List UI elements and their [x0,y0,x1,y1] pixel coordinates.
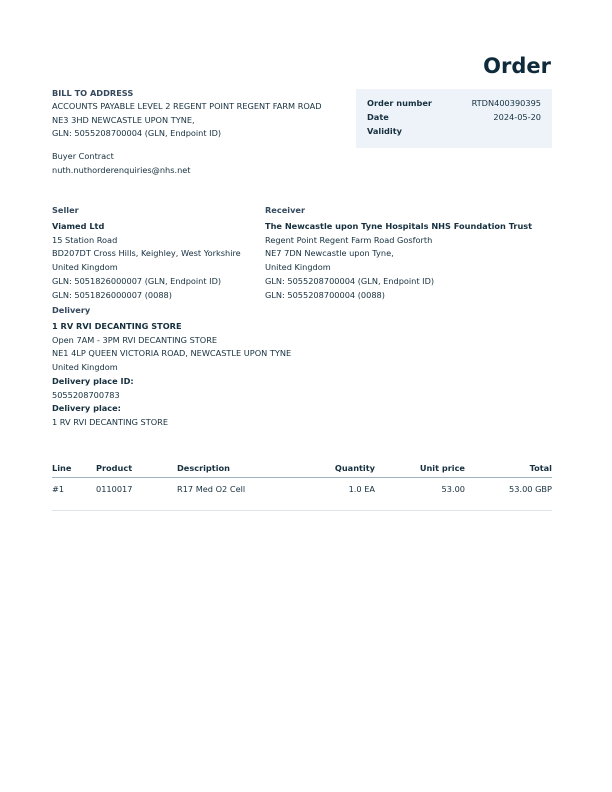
delivery-heading: Delivery [52,305,91,315]
table-header-row [52,460,552,478]
line-items-table [52,460,552,511]
bill-to-line: NE3 3HD NEWCASTLE UPON TYNE, [52,114,195,125]
header-product: Product [96,460,177,478]
order-number-value: RTDN400390395 [471,98,541,108]
header-quantity: Quantity [297,460,375,478]
header-line: Line [52,460,96,478]
receiver-heading: Receiver [265,205,305,215]
delivery-block [52,320,291,430]
seller-block [52,220,241,302]
header-description: Description [177,460,297,478]
cell-line: #1 [52,478,96,511]
cell-description: R17 Med O2 Cell [177,478,297,511]
receiver-block [265,220,532,302]
page-title: Order [483,54,551,78]
date-label: Date [367,112,389,122]
delivery-place-id-label: Delivery place ID: [52,375,134,386]
order-number-row [367,98,541,112]
receiver-line: NE7 7DN Newcastle upon Tyne, [265,248,394,259]
seller-name: Viamed Ltd [52,221,105,231]
delivery-line: United Kingdom [52,362,118,373]
receiver-line: Regent Point Regent Farm Road Gosforth [265,234,433,245]
table-row [52,478,552,511]
seller-heading: Seller [52,205,79,215]
cell-unit-price: 53.00 [375,478,465,511]
receiver-line: GLN: 5055208700004 (0088) [265,289,385,300]
buyer-contract [52,150,191,177]
buyer-contract-email: nuth.nuthorderenquiries@nhs.net [52,164,191,175]
validity-row [367,126,541,140]
order-info-box [356,89,552,148]
date-value: 2024-05-20 [493,112,541,122]
receiver-line: GLN: 5055208700004 (GLN, Endpoint ID) [265,275,435,286]
date-row [367,112,541,126]
cell-quantity: 1.0 EA [297,478,375,511]
receiver-line: United Kingdom [265,262,331,273]
receiver-name: The Newcastle upon Tyne Hospitals NHS Foundation Trust [265,221,533,231]
bill-to-line: GLN: 5055208700004 (GLN, Endpoint ID) [52,128,222,139]
seller-line: 15 Station Road [52,234,118,245]
delivery-line: Open 7AM - 3PM RVI DECANTING STORE [52,334,218,345]
order-number-label: Order number [367,98,432,108]
delivery-name: 1 RV RVI DECANTING STORE [52,321,182,331]
cell-product: 0110017 [96,478,177,511]
cell-total: 53.00 GBP [465,478,552,511]
delivery-line: NE1 4LP QUEEN VICTORIA ROAD, NEWCASTLE UPON TYNE [52,348,292,359]
seller-line: United Kingdom [52,262,118,273]
bill-to-line: ACCOUNTS PAYABLE LEVEL 2 REGENT POINT REGENT FARM ROAD [52,101,322,111]
seller-line: GLN: 5051826000007 (0088) [52,289,172,300]
validity-label: Validity [367,126,402,136]
header-total: Total [465,460,552,478]
delivery-place-id: 5055208700783 [52,389,120,400]
bill-to-address [52,100,322,141]
delivery-place-label: Delivery place: [52,403,121,414]
seller-line: BD207DT Cross Hills, Keighley, West Yorkshire [52,248,241,259]
buyer-contract-label: Buyer Contract [52,151,114,161]
header-unit-price: Unit price [375,460,465,478]
bill-to-heading: BILL TO ADDRESS [52,88,134,98]
delivery-place: 1 RV RVI DECANTING STORE [52,416,169,427]
seller-line: GLN: 5051826000007 (GLN, Endpoint ID) [52,275,222,286]
